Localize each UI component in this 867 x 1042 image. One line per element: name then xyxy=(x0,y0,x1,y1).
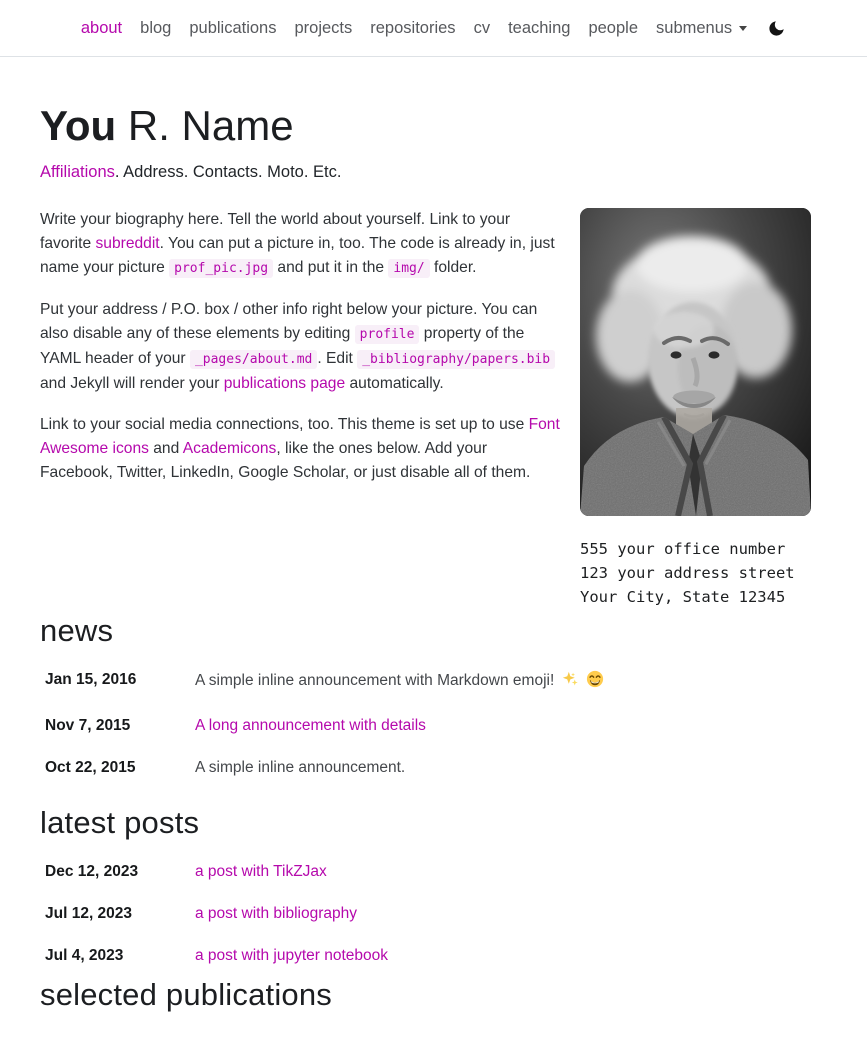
chevron-down-icon xyxy=(739,26,747,31)
bio-text: Put your address / P.O. box / other info right below your picture. You can also disable any of these elements by editing xyxy=(40,301,538,343)
news-date: Nov 7, 2015 xyxy=(45,717,131,735)
page-title-first-name: You xyxy=(40,102,117,149)
bio-text: . You can put a picture in, too. The code is already in, just name your picture xyxy=(40,235,555,277)
bio-text: property of the YAML header of your xyxy=(40,325,525,368)
moon-icon xyxy=(767,19,786,38)
post-date: Dec 12, 2023 xyxy=(45,863,139,881)
subtitle-text: . Address. Contacts. Moto. Etc. xyxy=(114,163,342,182)
nav-item-about[interactable]: about xyxy=(80,18,123,37)
post-link-tikzjax[interactable]: a post with TikZJax xyxy=(195,863,327,881)
code-profile: profile xyxy=(355,325,420,344)
news-item xyxy=(195,659,827,705)
nav-item-teaching[interactable]: teaching xyxy=(508,18,571,37)
latest-posts-section xyxy=(40,805,827,977)
address-line-3: Your City, State 12345 xyxy=(580,588,786,607)
sparkles-emoji-icon xyxy=(562,671,579,694)
news-heading: news xyxy=(40,613,114,649)
main-content xyxy=(0,103,867,1013)
news-item xyxy=(195,747,827,789)
profile-column xyxy=(580,208,811,609)
code-prof-pic: prof_pic.jpg xyxy=(169,259,273,278)
bio-text: and xyxy=(148,440,183,458)
navbar xyxy=(0,0,867,57)
nav-item-people[interactable]: people xyxy=(588,18,639,37)
page-subtitle xyxy=(40,163,827,182)
post-link-jupyter[interactable]: a post with jupyter notebook xyxy=(195,947,389,965)
news-section xyxy=(40,613,827,789)
news-table xyxy=(40,659,827,789)
address-line-2: 123 your address street xyxy=(580,564,795,583)
bio-paragraph-2 xyxy=(40,298,560,396)
bio-text: Link to your social media connections, too. This theme is set up to use xyxy=(40,416,529,434)
news-item-text: A simple inline announcement. xyxy=(195,759,406,777)
nav-item-publications[interactable]: publications xyxy=(189,18,277,37)
profile-photo xyxy=(580,208,811,516)
bio-text: , like the ones below. Add your Facebook, Twitter, LinkedIn, Google Scholar, or just disable all of them. xyxy=(40,440,531,482)
news-date: Jan 15, 2016 xyxy=(45,671,137,689)
bio-paragraph-1 xyxy=(40,208,560,281)
subreddit-link[interactable]: subreddit xyxy=(95,235,160,253)
nav-item-repositories[interactable]: repositories xyxy=(370,18,456,37)
page-title-rest: R. Name xyxy=(116,102,294,149)
dark-mode-toggle[interactable] xyxy=(758,19,795,38)
bio-text: and put it in the xyxy=(273,259,389,277)
post-link-bibliography[interactable]: a post with bibliography xyxy=(195,905,357,923)
news-announcement-link[interactable]: A long announcement with details xyxy=(195,717,426,735)
code-img-folder: img/ xyxy=(388,259,429,278)
nav-item-blog[interactable]: blog xyxy=(140,18,172,37)
bio-text: automatically. xyxy=(345,375,444,393)
bio-paragraph-3 xyxy=(40,413,560,485)
bio-text: . Edit xyxy=(317,350,358,368)
news-date: Oct 22, 2015 xyxy=(45,759,136,777)
nav-item-submenus[interactable] xyxy=(647,19,756,38)
post-date: Jul 12, 2023 xyxy=(45,905,133,923)
publications-page-link[interactable]: publications page xyxy=(223,375,346,393)
post-item xyxy=(195,893,827,935)
posts-table xyxy=(40,851,827,977)
affiliations-link[interactable]: Affiliations xyxy=(40,163,115,182)
nav-item-cv[interactable]: cv xyxy=(473,18,491,37)
bio-and-profile-row xyxy=(40,208,827,609)
news-item-text: A simple inline announcement with Markdown emoji! xyxy=(195,672,555,690)
post-item xyxy=(195,935,827,977)
font-awesome-link[interactable]: Font Awesome icons xyxy=(40,416,560,458)
grinning-face-emoji-icon xyxy=(586,670,604,694)
academicons-link[interactable]: Academicons xyxy=(182,440,277,458)
biography xyxy=(40,208,560,502)
bio-text: and Jekyll will render your xyxy=(40,375,224,393)
address-line-1: 555 your office number xyxy=(580,540,786,559)
nav-items xyxy=(72,19,795,38)
page-title xyxy=(40,103,827,149)
code-bibliography: _bibliography/papers.bib xyxy=(357,350,555,369)
latest-posts-heading: latest posts xyxy=(40,805,200,841)
contact-address xyxy=(580,537,811,609)
nav-item-submenus-label: submenus xyxy=(656,18,733,37)
post-date: Jul 4, 2023 xyxy=(45,947,124,965)
nav-item-projects[interactable]: projects xyxy=(294,18,353,37)
code-pages-about: _pages/about.md xyxy=(190,350,317,369)
bio-text: folder. xyxy=(429,259,477,277)
post-item xyxy=(195,851,827,893)
selected-publications-heading: selected publications xyxy=(40,977,332,1013)
news-item xyxy=(195,705,827,747)
bio-text: Write your biography here. Tell the world about yourself. Link to your favorite xyxy=(40,211,511,253)
